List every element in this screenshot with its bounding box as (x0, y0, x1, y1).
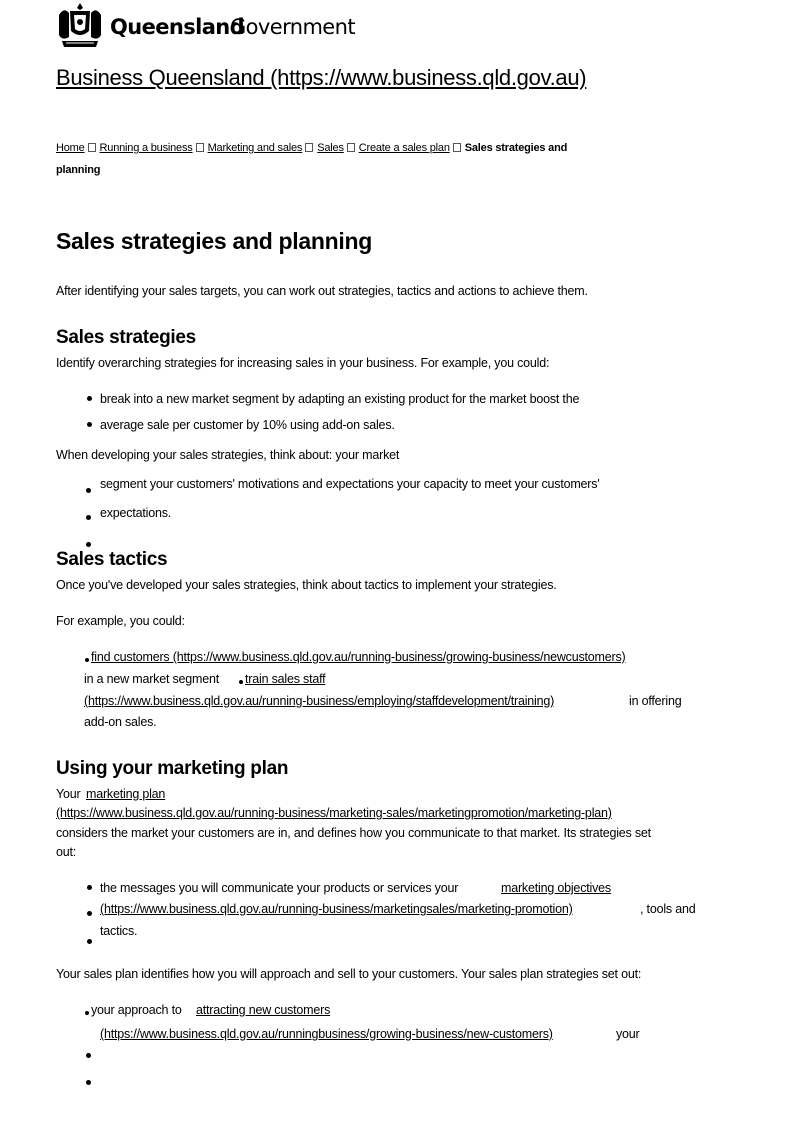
breadcrumb-create-a-sales-plan[interactable]: Create a sales plan (358, 142, 450, 154)
breadcrumb-marketing-and-sales[interactable]: Marketing and sales (207, 142, 303, 154)
queensland-government-logo[interactable] (56, 1, 355, 51)
attracting-new-customers-link[interactable]: attracting new customers (196, 1003, 331, 1017)
bullet-icon (87, 911, 92, 916)
sales-plan-paragraph: Your sales plan identifies how you will approach and sell to your customers. Your sales plan strategies set out: (56, 967, 642, 981)
bullet-icon (87, 396, 92, 401)
marketing-paragraph: considers the market your customers are in, and defines how you communicate to that market. Its strategies set (56, 826, 651, 840)
bullet-icon (239, 680, 243, 684)
list-item: average sale per customer by 10% using add-on sales. (100, 418, 395, 432)
marketing-plan-link[interactable]: marketing plan (86, 787, 166, 801)
logo-wordmark-regular: Government (230, 15, 355, 39)
train-sales-staff-url-link[interactable]: (https://www.business.qld.gov.au/running-business/employing/staffdevelopment/training) (84, 694, 555, 708)
bullet-icon (87, 939, 92, 944)
bullet-icon (86, 1080, 91, 1085)
breadcrumb-current-continued: planning (56, 164, 101, 176)
intro-paragraph: After identifying your sales targets, you can work out strategies, tactics and actions to achieve them. (56, 284, 588, 298)
breadcrumb-home[interactable]: Home (56, 142, 85, 154)
marketing-plan-url-link[interactable]: (https://www.business.qld.gov.au/running-business/marketing-sales/marketingpromotion/marketing-plan) (56, 806, 612, 820)
list-item-tail: your (616, 1027, 640, 1041)
bullet-icon (86, 1053, 91, 1058)
think-about-paragraph: When developing your sales strategies, think about: your market (56, 448, 400, 462)
tactics-example-text: For example, you could: (56, 614, 185, 628)
breadcrumb (56, 141, 567, 155)
bullet-icon (86, 542, 91, 547)
chevron-right-icon (347, 143, 355, 152)
bullet-icon (87, 422, 92, 427)
logo-wordmark-bold: Queensland (110, 15, 245, 39)
list-item: break into a new market segment by adapting an existing product for the market boost the (100, 392, 580, 406)
chevron-right-icon (453, 143, 461, 152)
bullet-icon (87, 885, 92, 890)
heading-marketing-plan: Using your marketing plan (56, 758, 289, 779)
chevron-right-icon (196, 143, 204, 152)
chevron-right-icon (88, 143, 96, 152)
list-item: segment your customers' motivations and expectations your capacity to meet your customers' (100, 477, 600, 491)
tactics-paragraph: Once you've developed your sales strategies, think about tactics to implement your strategies. (56, 578, 557, 592)
list-item: expectations. (100, 506, 172, 520)
breadcrumb-running-a-business[interactable]: Running a business (99, 142, 193, 154)
breadcrumb-current: Sales strategies and (464, 142, 568, 154)
train-sales-staff-link[interactable]: train sales staff (245, 672, 326, 686)
page-title: Sales strategies and planning (56, 228, 372, 254)
list-item: tactics. (100, 924, 138, 938)
bullet-icon (85, 1011, 89, 1015)
heading-sales-strategies: Sales strategies (56, 327, 196, 348)
find-customers-link[interactable]: find customers (https://www.business.qld.gov.au/running-business/growing-business/newcustomers) (91, 650, 626, 664)
list-item-tail: , tools and (640, 902, 696, 916)
tactics-line-end: add-on sales. (84, 715, 157, 729)
list-item: your approach to (91, 1003, 182, 1017)
site-title-link[interactable]: Business Queensland (https://www.business.qld.gov.au) (56, 65, 587, 90)
coat-of-arms-icon (56, 1, 104, 51)
tactics-line-text: in a new market segment (84, 672, 220, 686)
attracting-new-customers-url-link[interactable]: (https://www.business.qld.gov.au/runningbusiness/growing-business/new-customers) (100, 1027, 553, 1041)
bullet-icon (86, 488, 91, 493)
bullet-icon (85, 658, 89, 662)
strategies-paragraph: Identify overarching strategies for increasing sales in your business. For example, you could: (56, 356, 550, 370)
heading-sales-tactics: Sales tactics (56, 549, 168, 570)
chevron-right-icon (305, 143, 313, 152)
marketing-paragraph-end: out: (56, 845, 77, 859)
bullet-icon (86, 515, 91, 520)
marketing-objectives-url-link[interactable]: (https://www.business.qld.gov.au/running-business/marketingsales/marketing-promotion) (100, 902, 573, 916)
breadcrumb-sales[interactable]: Sales (317, 142, 344, 154)
list-item: the messages you will communicate your products or services your (100, 881, 459, 895)
tactics-line-tail: in offering (629, 694, 682, 708)
marketing-line-prefix: Your (56, 787, 81, 801)
marketing-objectives-link[interactable]: marketing objectives (501, 881, 611, 895)
